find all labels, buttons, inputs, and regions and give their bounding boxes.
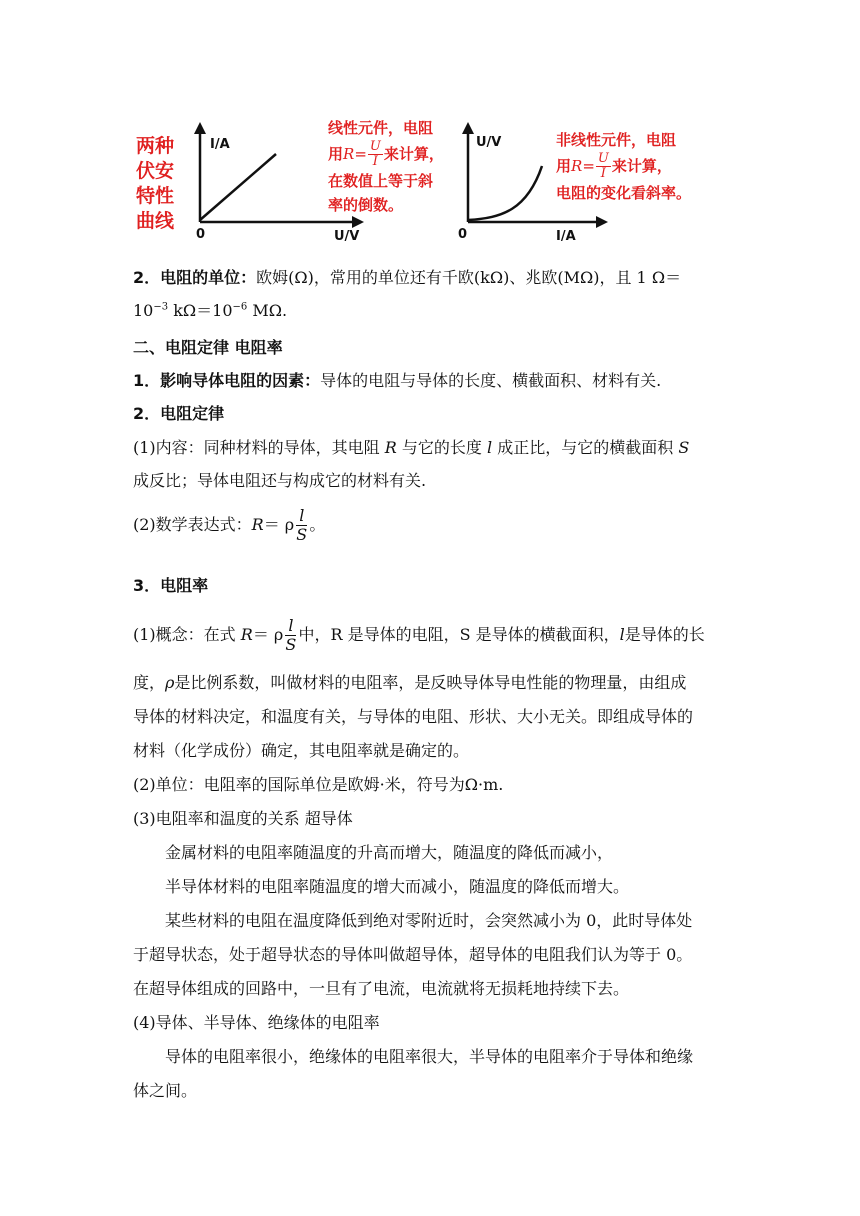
superconductor-line2: 于超导状态，处于超导状态的导体叫做超导体，超导体的电阻我们认为等于 0。 (133, 945, 693, 964)
temperature-line1: 金属材料的电阻率随温度的升高而增大，随温度的降低而减小， (165, 843, 614, 862)
note2-line3: 电阻的变化看斜率。 (556, 184, 692, 202)
y-axis-arrow (194, 122, 206, 134)
x-axis-label: U/V (334, 229, 360, 244)
linear-element-note (328, 116, 444, 217)
nonlinear-curve (468, 166, 542, 220)
unit-line: (2)单位：电阻率的国际单位是欧姆·米，符号为Ω·m. (133, 775, 504, 794)
superconductor-line3: 在超导体组成的回路中，一旦有了电流，电流就将无损耗地持续下去。 (133, 979, 630, 998)
resistivity-heading: 3．电阻率 (133, 576, 209, 595)
x-axis-arrow (596, 216, 608, 228)
superconductor-line1: 某些材料的电阻在温度降低到绝对零附近时，会突然减小为 0，此时导体处 (165, 911, 693, 930)
concept-line3: 导体的材料决定，和温度有关，与导体的电阻、形状、大小无关。即组成导体的 (133, 707, 694, 726)
origin-label: 0 (458, 227, 468, 242)
x-axis-label: I/A (556, 229, 576, 244)
expression-fraction: $\frac{l}{S}$ (296, 506, 308, 544)
concept-fraction: $\frac{l}{S}$ (285, 616, 297, 654)
y-axis-arrow (462, 122, 474, 134)
y-axis-label: I/A (210, 137, 230, 152)
temperature-heading: (3)电阻率和温度的关系 超导体 (133, 809, 353, 828)
linear-curve (200, 154, 276, 220)
iv-curves-figure (130, 110, 730, 245)
x-axis-arrow (352, 216, 364, 228)
resistance-law-heading: 2．电阻定律 (133, 404, 225, 423)
factors-line: 1．影响导体电阻的因素：导体的电阻与导体的长度、横截面积、材料有关. (133, 371, 662, 390)
origin-label: 0 (196, 227, 206, 242)
note2-line1: 非线性元件，电阻 (556, 131, 677, 149)
note1-line2: 用R= $\frac{U}{I}$ 来计算， (328, 139, 444, 169)
note1-line4: 率的倒数。 (328, 196, 404, 214)
y-axis-label: U/V (476, 135, 502, 150)
law-content-line1: (1)内容：同种材料的导体，其电阻 R 与它的长度 l 成正比，与它的横截面积 S (133, 438, 690, 457)
comparison-line2: 体之间。 (133, 1081, 198, 1100)
note1-line3: 在数值上等于斜 (328, 172, 434, 190)
nonlinear-element-note (556, 128, 691, 205)
resistance-unit-line1: 2．电阻的单位：欧姆(Ω)，常用的单位还有千欧(kΩ)、兆欧(MΩ)，且 1 Ω＝ (133, 268, 682, 287)
note2-line2: 用R= $\frac{U}{I}$ 来计算， (556, 151, 672, 181)
math-expression-line: (2)数学表达式：R＝ ρ $\frac{l}{S}$ 。 (133, 506, 326, 544)
note2-formula-fraction: $\frac{U}{I}$ (597, 151, 609, 181)
note1-line1: 线性元件，电阻 (328, 119, 434, 137)
resistance-unit-line2: $10^{-3}$ $k\Omega=10^{-6}$ MΩ. (133, 301, 288, 320)
section-heading: 二、电阻定律 电阻率 (133, 338, 283, 357)
concept-line2: 度，ρ是比例系数，叫做材料的电阻率，是反映导体导电性能的物理量，由组成 (133, 673, 687, 692)
concept-line1: (1)概念：在式 R＝ ρ $\frac{l}{S}$ 中，R 是导体的电阻，S 是导体的横截面积，l是导体的长 (133, 616, 705, 654)
law-content-line2: 成反比；导体电阻还与构成它的材料有关. (133, 471, 427, 490)
concept-line4: 材料（化学成份）确定，其电阻率就是确定的。 (133, 741, 470, 760)
comparison-line1: 导体的电阻率很小，绝缘体的电阻率很大，半导体的电阻率介于导体和绝缘 (165, 1047, 694, 1066)
comparison-heading: (4)导体、半导体、绝缘体的电阻率 (133, 1013, 380, 1032)
note1-formula-fraction: $\frac{U}{I}$ (369, 139, 381, 169)
temperature-line2: 半导体材料的电阻率随温度的增大而减小，随温度的降低而增大。 (165, 877, 630, 896)
figure-title: 两种伏安特性曲线 (136, 135, 175, 232)
